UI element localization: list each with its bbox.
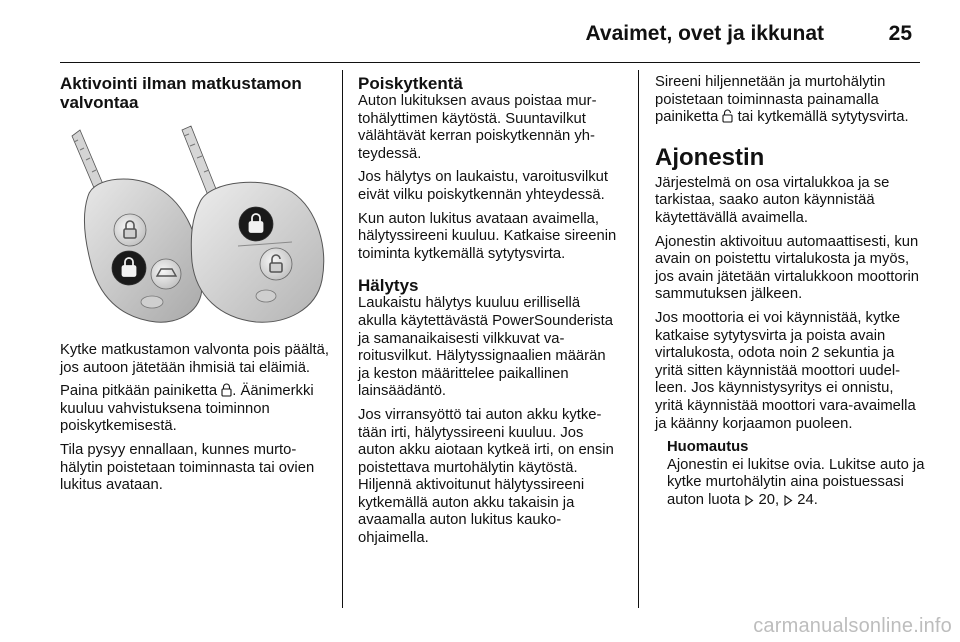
text-beep-confirmation: . Äänimerkki kuuluu vahvistuksena toiminnon poiskytkemisestä. [60, 383, 314, 435]
page-header [60, 14, 920, 54]
paragraph-battery-disconnect: Jos virransyöttö tai auton akku kytketään irti, hälytyssireeni kuuluu. Jos auton akku aiotaan kytkeä irti, on ensin poistettava murtohälytin käytöstä. Hiljennä aktivoitunut hälytyssireeni kytkemällä auton akku takaisin ja avaamalla auton lukitus kaukoohjaimella. [358, 406, 614, 547]
note-text [667, 457, 925, 510]
paragraph-press-button [60, 383, 330, 436]
column-divider-2 [638, 70, 639, 608]
triangle-reference-icon [783, 495, 793, 506]
header-title: Avaimet, ovet ja ikkunat [585, 22, 824, 45]
page-ref-24[interactable]: 24 [797, 491, 814, 508]
triangle-reference-icon [744, 495, 754, 506]
right-key-blade [182, 126, 218, 198]
section-heading-alarm: Hälytys [358, 276, 419, 296]
column-2 [358, 74, 620, 554]
paragraph-engine-start: Jos moottoria ei voi käynnistää, kytke katkaise sytytysvirta ja poista avain virtalukosta, odota noin 2 sekuntia ja yritä sitten käynnistää moottori uudelleen. Jos käynnistysyritys ei onnistu, yritä käynnistää moottori vara-avaimella ja käänny korjaamon puoleen. [655, 309, 916, 432]
ref-end: . [813, 491, 818, 508]
paragraph-key-unlock-siren: Kun auton lukitus avataan avaimella, hälytyssireeni kuuluu. Katkaise sireenin toiminta kytkemällä sytytysvirta. [358, 210, 617, 262]
paragraph-state-remains: Tila pysyy ennallaan, kunnes murtohälytin poistetaan toiminnasta tai ovien lukitus avataan. [60, 441, 315, 494]
right-key-body [191, 182, 323, 322]
page-ref-20[interactable]: 20 [758, 491, 775, 508]
section-heading-deactivation: Poiskytkentä [358, 74, 463, 93]
note-title: Huomautus [667, 439, 749, 456]
section-heading-activation: Aktivointi ilman matkustamon valvontaa [60, 74, 302, 112]
paragraph-system-part: Järjestelmä on osa virtalukkoa ja se tarkistaa, saako auton käynnistää käytettävällä avaimella. [655, 174, 890, 226]
paragraph-alarm-triggered: Jos hälytys on laukaistu, varoitusvilkut eivät vilku poiskytkennän yhteydessä. [358, 169, 609, 203]
column-divider-1 [342, 70, 343, 608]
header-rule [60, 62, 920, 63]
note-body: Ajonestin ei lukitse ovia. Lukitse auto ja kytke murtohälytin aina poistuessasi auton luota [667, 456, 925, 508]
paragraph-unlock-disables: Auton lukituksen avaus poistaa murtohälyttimen käytöstä. Suuntavilkut välähtävät kerran poiskytkennän yhteydessä. [358, 93, 597, 162]
remote-key-image [60, 118, 330, 328]
paragraph-powersounder: Laukaistu hälytys kuuluu erillisellä akulla käytettävästä PowerSounderista ja samanaikaisesti vilkkuvat varoitusvilkut. Hälytyssignaalien määrän ja keston määrittelee paikallinen lainsäädäntö. [358, 295, 613, 400]
text-silence-siren: Sireeni hiljennetään ja murtohälytin poistetaan toiminnasta painamalla painiketta [655, 74, 886, 126]
paragraph-silence-siren [655, 74, 925, 127]
watermark: carmanualsonline.info [753, 615, 952, 637]
remote-key-illustration [60, 118, 330, 328]
text-ignition: tai kytkemällä sytytysvirta. [733, 109, 909, 126]
paragraph-auto-activation: Ajonestin aktivoituu automaattisesti, kun avain on poistettu virtalukosta ja myös, jos avain jätetään virtalukkoon moottorin sammutuksen jälkeen. [655, 233, 920, 303]
section-heading-immobiliser: Ajonestin [655, 143, 765, 171]
page-number: 25 [888, 22, 912, 45]
padlock-icon [221, 383, 232, 397]
ref-separator: , [774, 491, 784, 508]
paragraph-disable-monitoring: Kytke matkustamon valvonta pois päältä, jos autoon jätetään ihmisiä tai eläimiä. [60, 342, 329, 376]
text-press-button: Paina pitkään painiketta [60, 383, 222, 400]
column-3 [655, 74, 925, 509]
open-padlock-icon [722, 109, 733, 123]
note-box [667, 439, 925, 509]
column-1 [60, 74, 330, 501]
